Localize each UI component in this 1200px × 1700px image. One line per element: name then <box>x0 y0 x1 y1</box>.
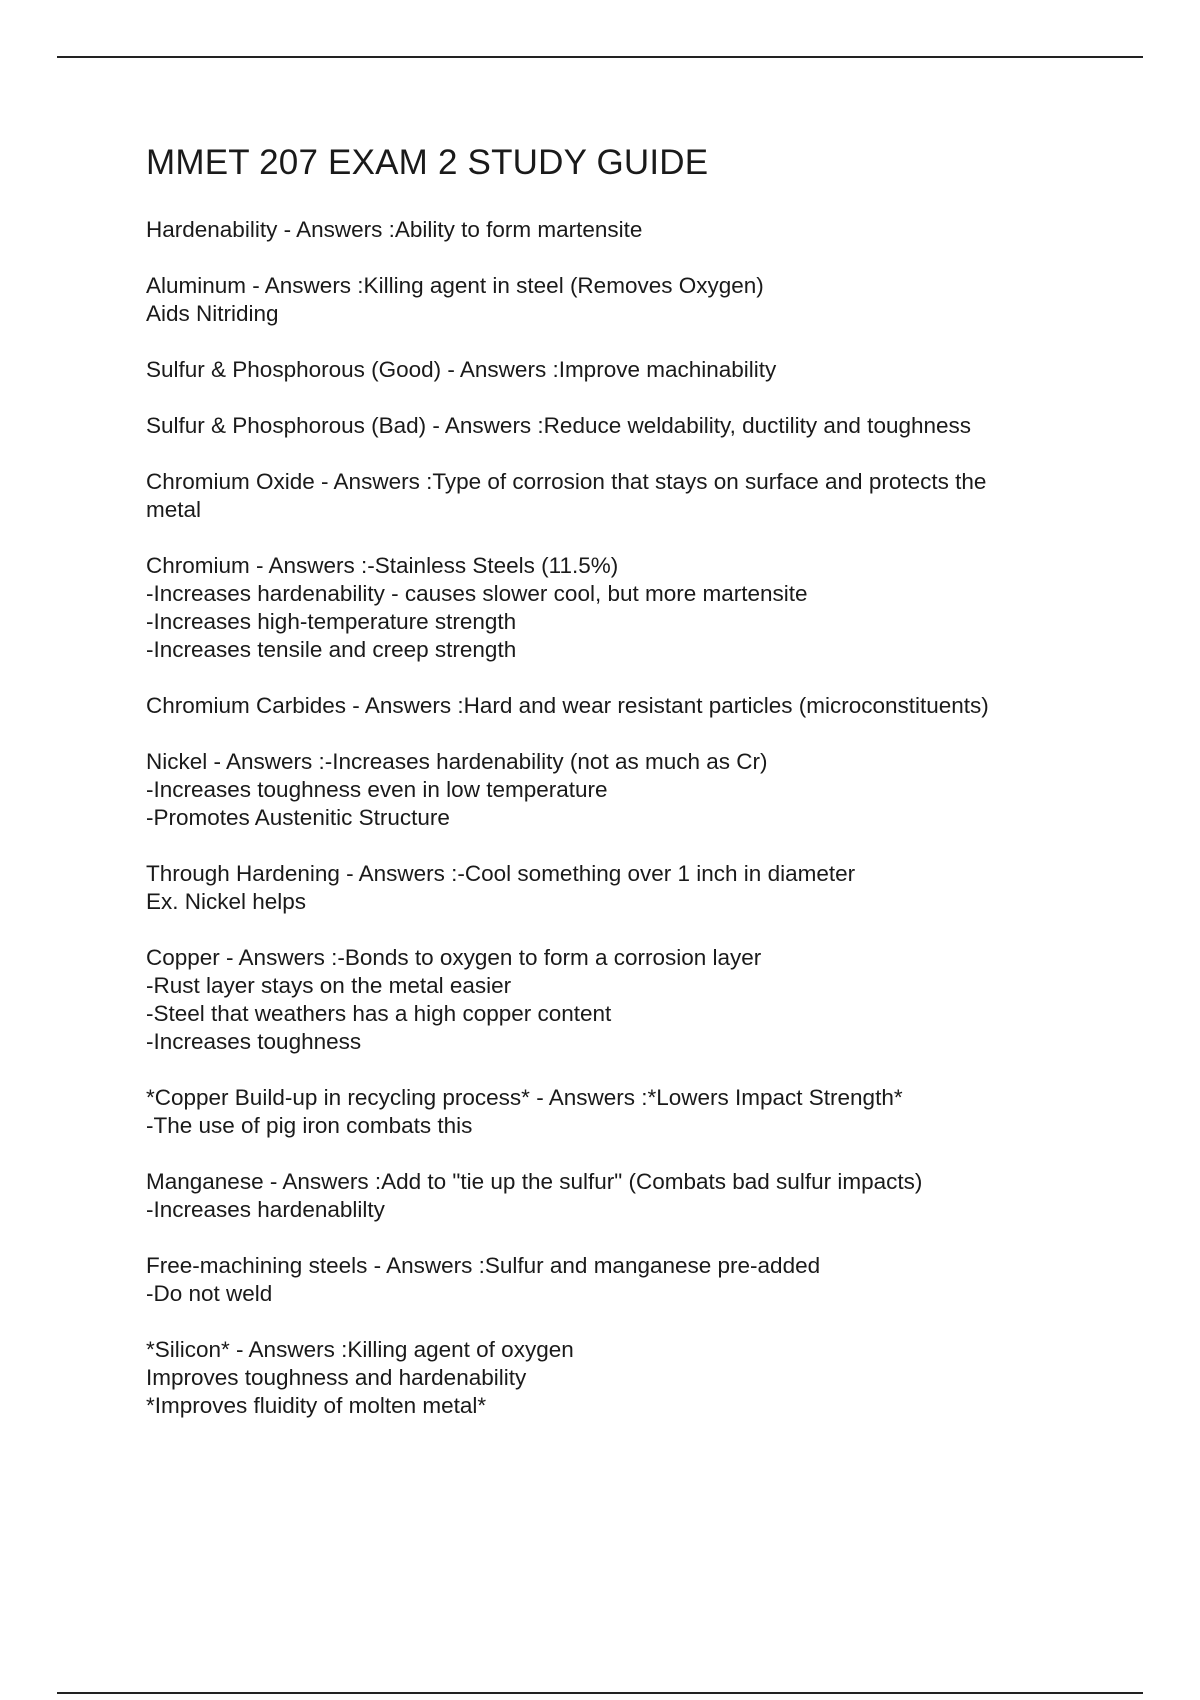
entry-silicon <box>146 1336 1086 1420</box>
entry-line: Free-machining steels - Answers :Sulfur and manganese pre-added <box>146 1253 821 1278</box>
entry-line: *Silicon* - Answers :Killing agent of oxygen <box>146 1337 574 1362</box>
entry-line: Copper - Answers :-Bonds to oxygen to form a corrosion layer <box>146 945 762 970</box>
entry-line: -Do not weld <box>146 1281 273 1306</box>
entry-chromium-oxide <box>146 468 1086 524</box>
entry-line: Improves toughness and hardenability <box>146 1365 527 1390</box>
entry-line: Hardenability - Answers :Ability to form martensite <box>146 217 643 242</box>
entry-line: -Steel that weathers has a high copper content <box>146 1001 612 1026</box>
entry-line: Ex. Nickel helps <box>146 889 307 914</box>
entry-line: -Promotes Austenitic Structure <box>146 805 450 830</box>
entry-line: Aids Nitriding <box>146 301 279 326</box>
entry-line: Through Hardening - Answers :-Cool something over 1 inch in diameter <box>146 861 856 886</box>
entry-line: -The use of pig iron combats this <box>146 1113 473 1138</box>
entry-line: -Increases hardenablilty <box>146 1197 385 1222</box>
entry-line: Chromium Carbides - Answers :Hard and wear resistant particles (microconstituents) <box>146 693 989 718</box>
entry-hardenability <box>146 216 1086 244</box>
entry-through-hardening <box>146 860 1086 916</box>
entry-line: Chromium - Answers :-Stainless Steels (11.5%) <box>146 553 619 578</box>
entry-line: Manganese - Answers :Add to "tie up the sulfur" (Combats bad sulfur impacts) <box>146 1169 923 1194</box>
entry-sulfur-phosphorous-bad <box>146 412 1086 440</box>
entry-line: *Copper Build-up in recycling process* - Answers :*Lowers Impact Strength* <box>146 1085 903 1110</box>
bottom-rule <box>57 1692 1143 1694</box>
document-body <box>146 142 1086 1448</box>
entry-line: Nickel - Answers :-Increases hardenability (not as much as Cr) <box>146 749 768 774</box>
entry-line: Chromium Oxide - Answers :Type of corrosion that stays on surface and protects the <box>146 469 987 494</box>
entry-line: metal <box>146 497 202 522</box>
entry-line: -Rust layer stays on the metal easier <box>146 973 512 998</box>
entry-chromium-carbides <box>146 692 1086 720</box>
entry-copper-buildup <box>146 1084 1086 1140</box>
page-title: MMET 207 EXAM 2 STUDY GUIDE <box>146 143 709 182</box>
entry-line: Sulfur & Phosphorous (Good) - Answers :Improve machinability <box>146 357 777 382</box>
entry-line: *Improves fluidity of molten metal* <box>146 1393 487 1418</box>
entry-line: -Increases toughness <box>146 1029 362 1054</box>
entry-aluminum <box>146 272 1086 328</box>
entry-copper <box>146 944 1086 1056</box>
entry-line: -Increases hardenability - causes slower cool, but more martensite <box>146 581 808 606</box>
entry-chromium <box>146 552 1086 664</box>
entry-nickel <box>146 748 1086 832</box>
entry-manganese <box>146 1168 1086 1224</box>
entry-free-machining-steels <box>146 1252 1086 1308</box>
entry-sulfur-phosphorous-good <box>146 356 1086 384</box>
entry-line: Aluminum - Answers :Killing agent in steel (Removes Oxygen) <box>146 273 764 298</box>
entry-line: -Increases high-temperature strength <box>146 609 517 634</box>
top-rule <box>57 56 1143 58</box>
entry-line: -Increases toughness even in low temperature <box>146 777 608 802</box>
entry-line: Sulfur & Phosphorous (Bad) - Answers :Reduce weldability, ductility and toughness <box>146 413 972 438</box>
entry-line: -Increases tensile and creep strength <box>146 637 517 662</box>
